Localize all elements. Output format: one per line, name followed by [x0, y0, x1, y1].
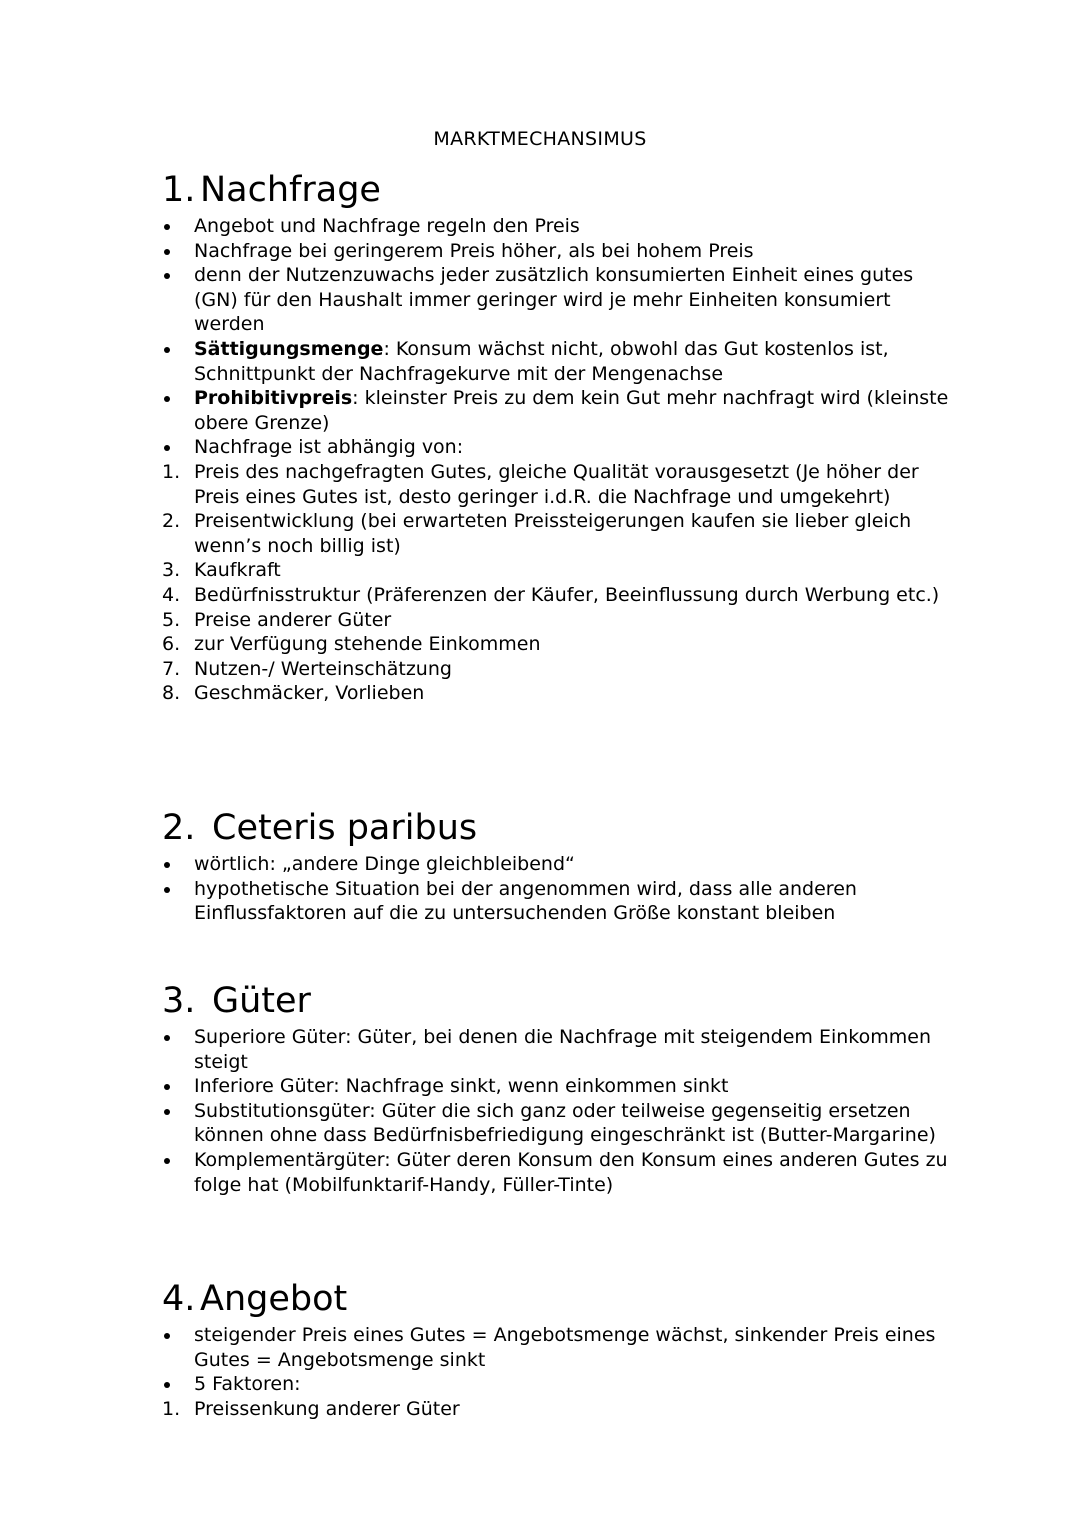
item-text: Preissenkung anderer Güter: [194, 1397, 460, 1420]
item-number: 8.: [162, 682, 181, 705]
item-number: 3.: [162, 559, 181, 582]
list-item: [162, 583, 962, 608]
section-title: Ceteris paribus: [212, 808, 478, 848]
list-item: Inferiore Güter: Nachfrage sinkt, wenn einkommen sinkt: [162, 1074, 962, 1099]
item-text: Preisentwicklung (bei erwarteten Preissteigerungen kaufen sie lieber gleich wenn’s noch billig ist): [194, 510, 912, 557]
list-item: Komplementärgüter: Güter deren Konsum den Konsum eines anderen Gutes zu folge hat (Mobilfunktarif-Handy, Füller-Tinte): [162, 1148, 962, 1197]
section-heading: [162, 1279, 962, 1319]
list-item: Nachfrage ist abhängig von:: [162, 435, 962, 460]
list-item: hypothetische Situation bei der angenommen wird, dass alle anderen Einflussfaktoren auf die zu untersuchenden Größe konstant bleiben: [162, 877, 962, 926]
item-number: 1.: [162, 460, 181, 483]
list-item: [162, 558, 962, 583]
list-item: [162, 1397, 962, 1422]
section-heading: [162, 170, 962, 210]
bullet-list: [162, 1025, 962, 1197]
list-item: Substitutionsgüter: Güter die sich ganz oder teilweise gegenseitig ersetzen können ohne dass Bedürfnisbefriedigung eingeschränkt ist (Butter-Margarine): [162, 1099, 962, 1148]
list-item: [162, 608, 962, 633]
bullet-list: [162, 1323, 962, 1397]
item-text: zur Verfügung stehende Einkommen: [194, 633, 541, 656]
list-item: Angebot und Nachfrage regeln den Preis: [162, 214, 962, 239]
list-item: [162, 681, 962, 706]
section-heading: [162, 981, 962, 1021]
list-item: [162, 337, 962, 386]
factor-list: [162, 460, 962, 706]
list-item: [162, 460, 962, 509]
term-label: Sättigungsmenge: [194, 337, 384, 360]
section-number: 1.: [162, 170, 196, 210]
factor-list: [162, 1397, 962, 1422]
item-number: 2.: [162, 510, 181, 533]
item-text: Nutzen-/ Werteinschätzung: [194, 657, 452, 680]
list-item: 5 Faktoren:: [162, 1372, 962, 1397]
term-definition: : Konsum wächst nicht, obwohl das Gut kostenlos ist, Schnittpunkt der Nachfragekurve mit der Mengenachse: [194, 337, 889, 385]
item-text: Preis des nachgefragten Gutes, gleiche Qualität vorausgesetzt (Je höher der Preis eines Gutes ist, desto geringer i.d.R. die Nachfrage und umgekehrt): [194, 460, 919, 508]
item-text: Kaufkraft: [194, 559, 281, 582]
bullet-list: [162, 214, 962, 460]
item-number: 1.: [162, 1397, 181, 1420]
section-ceteris-paribus: [162, 808, 962, 926]
list-item: wörtlich: „andere Dinge gleichbleibend“: [162, 852, 962, 877]
list-item: Nachfrage bei geringerem Preis höher, als bei hohem Preis: [162, 239, 962, 264]
item-text: Geschmäcker, Vorlieben: [194, 682, 425, 705]
list-item: steigender Preis eines Gutes = Angebotsmenge wächst, sinkender Preis eines Gutes = Angebotsmenge sinkt: [162, 1323, 962, 1372]
bullet-list: [162, 852, 962, 926]
list-item: [162, 632, 962, 657]
document-title: MARKTMECHANSIMUS: [433, 128, 647, 150]
section-title: Güter: [212, 981, 311, 1021]
item-number: 4.: [162, 583, 181, 606]
section-title: Angebot: [200, 1279, 348, 1319]
term-label: Prohibitivpreis: [194, 387, 353, 410]
section-number: 2.: [162, 808, 196, 848]
item-number: 7.: [162, 657, 181, 680]
section-number: 3.: [162, 981, 196, 1021]
section-title: Nachfrage: [200, 170, 381, 210]
list-item: denn der Nutzenzuwachs jeder zusätzlich konsumierten Einheit eines gutes (GN) für den Haushalt immer geringer wird je mehr Einheiten konsumiert werden: [162, 263, 962, 337]
section-number: 4.: [162, 1279, 196, 1319]
list-item: [162, 509, 962, 558]
list-item: [162, 657, 962, 682]
list-item: Superiore Güter: Güter, bei denen die Nachfrage mit steigendem Einkommen steigt: [162, 1025, 962, 1074]
item-text: Preise anderer Güter: [194, 608, 392, 631]
term-definition: : kleinster Preis zu dem kein Gut mehr nachfragt wird (kleinste obere Grenze): [194, 387, 949, 434]
list-item: [162, 386, 962, 435]
section-heading: [162, 808, 962, 848]
section-angebot: [162, 1279, 962, 1421]
item-number: 6.: [162, 633, 181, 656]
item-number: 5.: [162, 608, 181, 631]
item-text: Bedürfnisstruktur (Präferenzen der Käufer, Beeinflussung durch Werbung etc.): [194, 583, 940, 606]
section-nachfrage: [162, 170, 962, 706]
section-gueter: [162, 981, 962, 1197]
